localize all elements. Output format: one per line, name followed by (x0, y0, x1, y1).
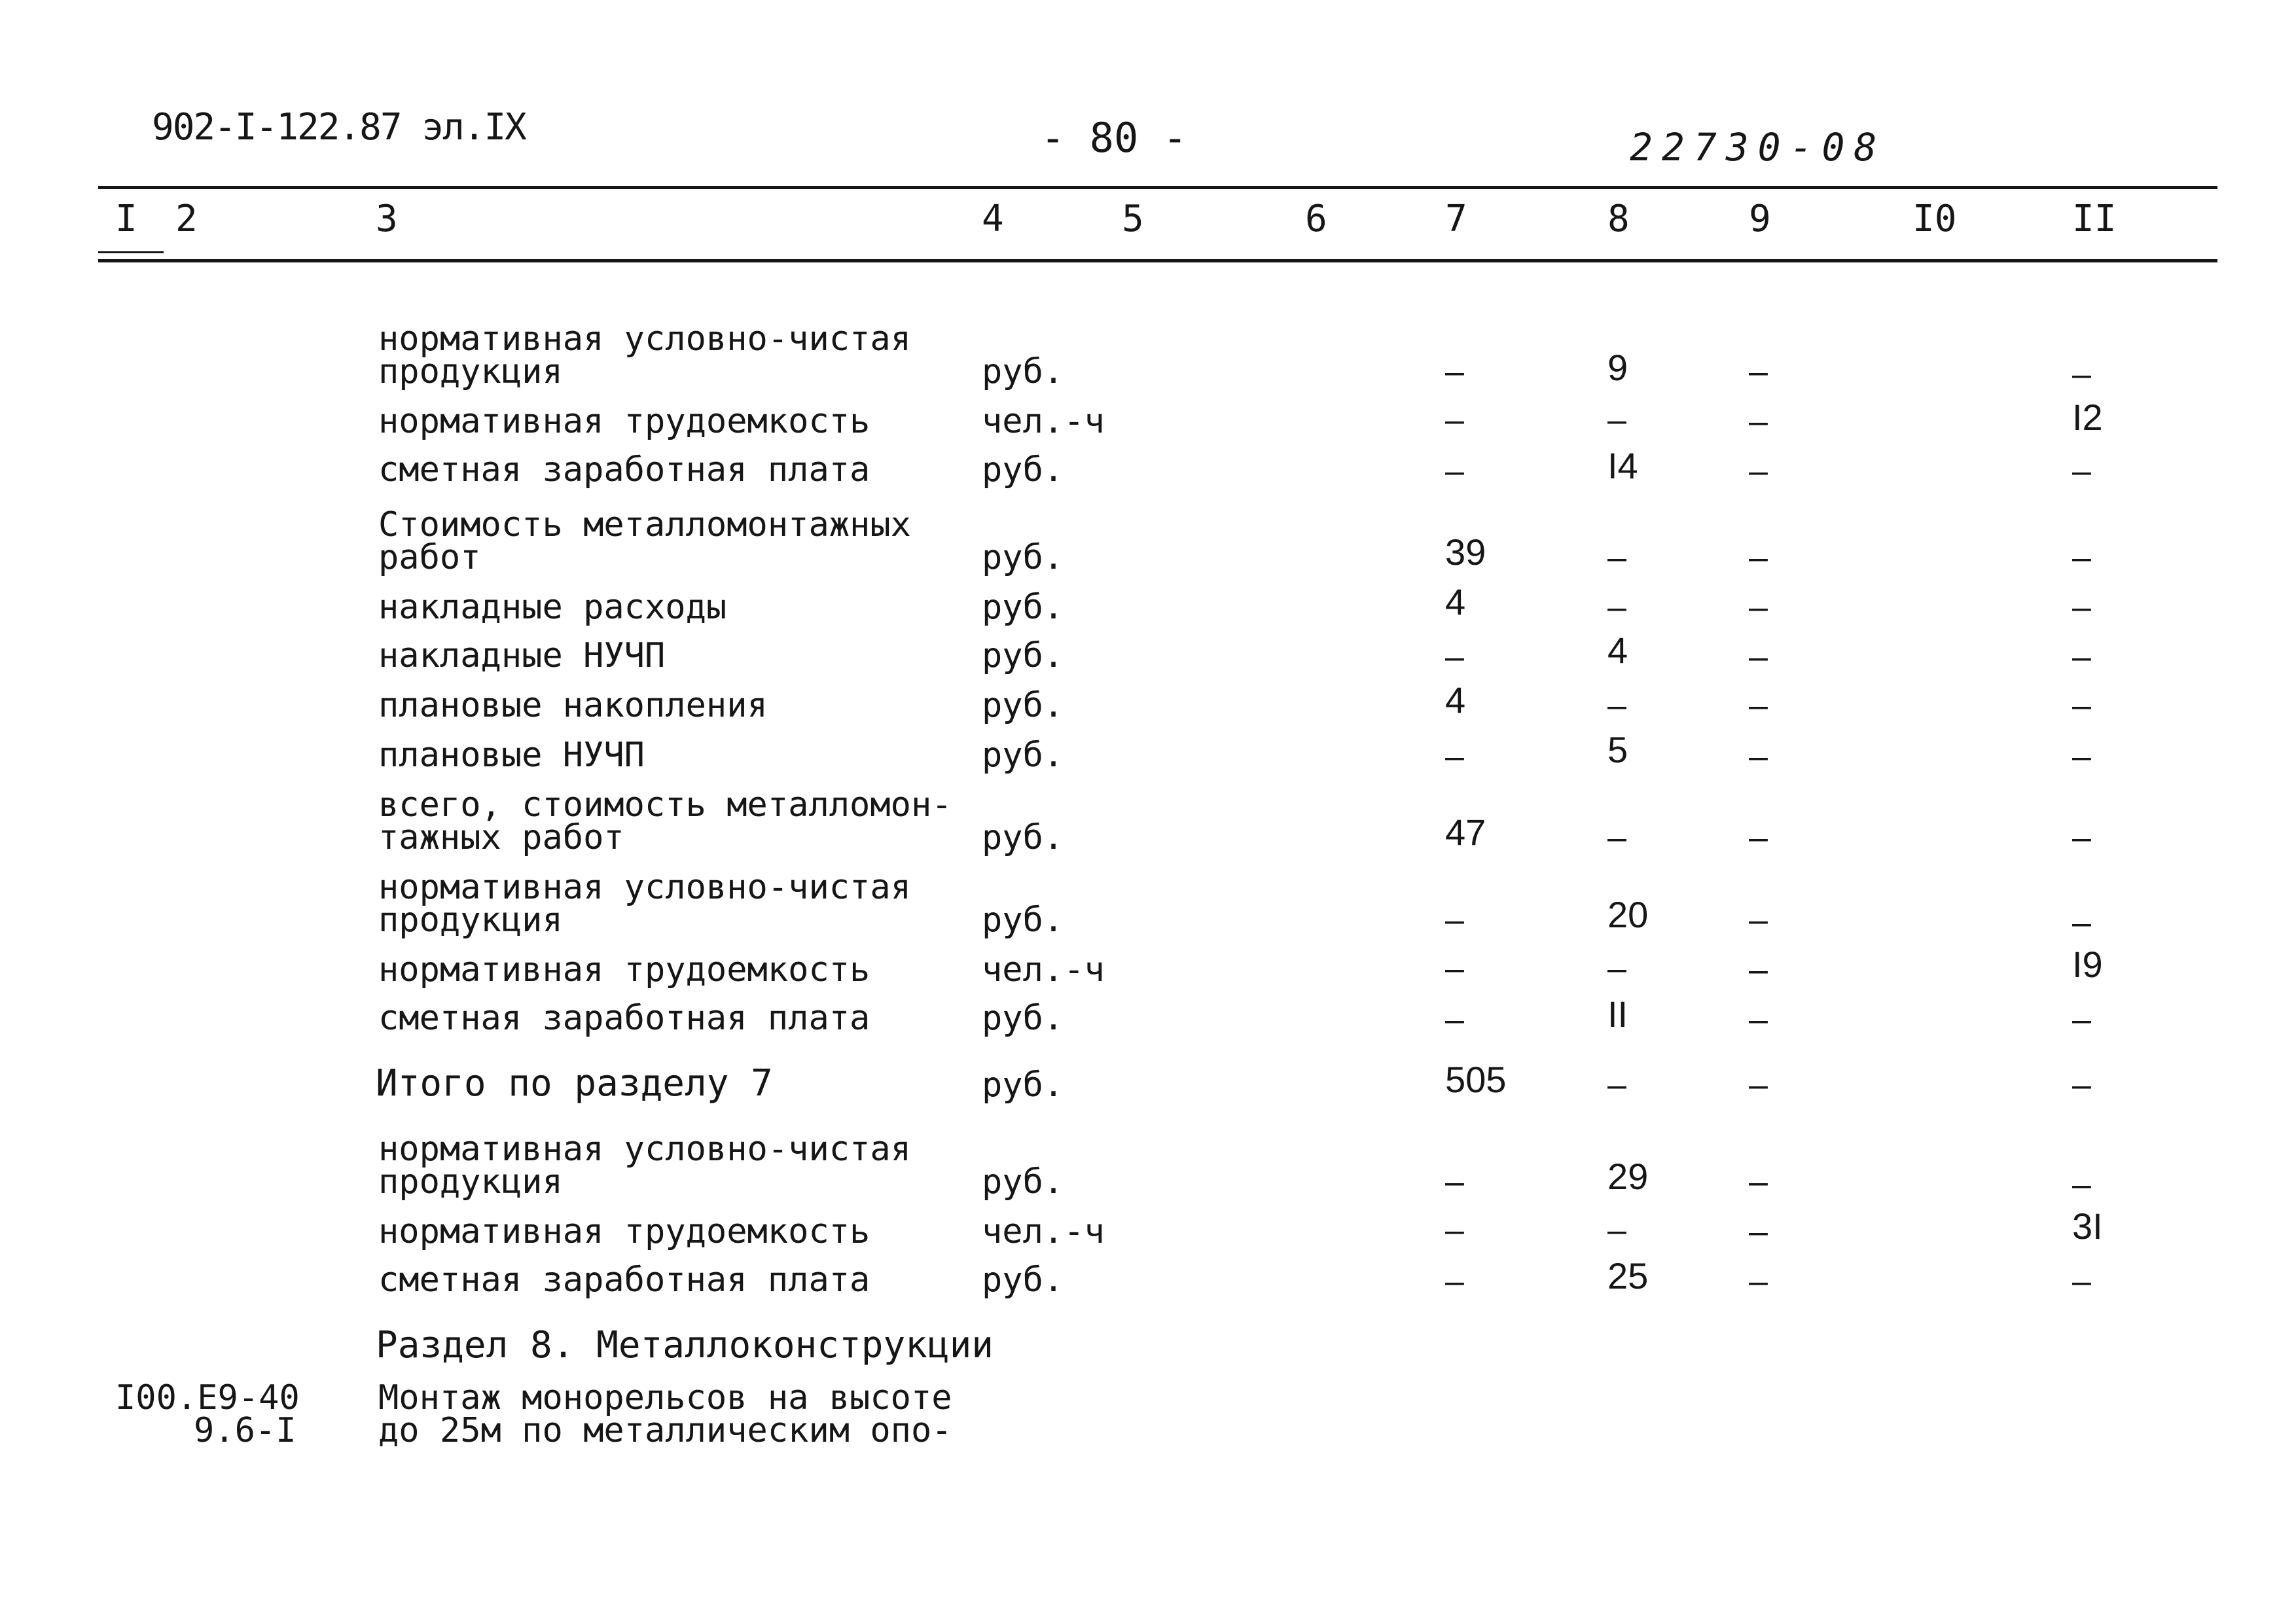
table-top-rule (98, 186, 2217, 189)
cell-col8: – (1607, 1211, 1626, 1249)
cell-col9: – (1749, 1213, 1768, 1251)
cell-col7: 39 (1445, 531, 1486, 573)
cell-col9: – (1749, 738, 1768, 776)
column-number-3: 3 (376, 198, 398, 240)
table-header-rule (98, 259, 2217, 262)
row-label: нормативная трудоемкость (378, 402, 870, 441)
cell-col9: – (1749, 452, 1768, 490)
cell-col11: – (2072, 904, 2091, 942)
row-unit: руб. (982, 818, 1064, 857)
cell-col9: – (1749, 353, 1768, 391)
cell-col8: – (1607, 401, 1626, 439)
row-label: плановые накопления (378, 686, 768, 725)
cell-col11: 3I (2072, 1205, 2103, 1247)
cell-col7: 47 (1445, 812, 1486, 853)
cell-col11: – (2072, 687, 2091, 724)
column-number-2: 2 (175, 198, 198, 240)
column-number-10: I0 (1912, 198, 1957, 240)
cell-col8: – (1607, 588, 1626, 626)
cell-col9: – (1749, 1001, 1768, 1039)
row-label: нормативная условно-чистая (378, 868, 911, 907)
row-label: нормативная трудоемкость (378, 1212, 870, 1251)
cell-col7: – (1445, 401, 1464, 439)
cell-col8: 4 (1607, 630, 1628, 671)
cell-col7: – (1445, 1163, 1464, 1201)
row-label: продукция (378, 1162, 563, 1202)
registration-number: 22730-08 (1630, 125, 1886, 169)
item-code-sub: 9.6-I (194, 1411, 296, 1450)
row-unit: руб. (982, 1065, 1064, 1105)
row-label: сметная заработная плата (378, 999, 870, 1038)
cell-col11: – (2072, 1262, 2091, 1300)
cell-col7: – (1445, 452, 1464, 490)
item-description: до 25м по металлическим опо- (378, 1411, 952, 1450)
page-number: - 80 - (1041, 114, 1187, 162)
cell-col9: – (1749, 539, 1768, 577)
row-label: работ (378, 538, 481, 577)
cell-col8: 25 (1607, 1255, 1649, 1296)
cell-col8: 20 (1607, 894, 1649, 935)
row-unit: руб. (982, 352, 1064, 391)
cell-col11: – (2072, 452, 2091, 490)
row-label: продукция (378, 901, 563, 940)
column-number-8: 8 (1607, 198, 1630, 240)
cell-col9: – (1749, 951, 1768, 989)
row-unit: руб. (982, 999, 1064, 1038)
row-unit: руб. (982, 636, 1064, 675)
cell-col8: – (1607, 539, 1626, 577)
cell-col9: – (1749, 901, 1768, 939)
cell-col9: – (1749, 819, 1768, 857)
cell-col8: II (1607, 993, 1628, 1035)
row-label: всего, стоимость металломон- (378, 785, 952, 825)
document-code: 902-I-122.87 эл.IX (152, 106, 526, 149)
cell-col11: – (2072, 355, 2091, 393)
cell-col11: – (2072, 638, 2091, 676)
cell-col8: 29 (1607, 1156, 1649, 1197)
cell-col8: – (1607, 950, 1626, 988)
row-unit: руб. (982, 1260, 1064, 1300)
section-title: Раздел 8. Металлоконструкции (376, 1324, 994, 1366)
cell-col7: – (1445, 1001, 1464, 1039)
cell-col9: – (1749, 1163, 1768, 1201)
cell-col8: – (1607, 1066, 1626, 1104)
cell-col9: – (1749, 638, 1768, 676)
cell-col9: – (1749, 588, 1768, 626)
row-label: нормативная трудоемкость (378, 950, 870, 990)
cell-col8: 5 (1607, 729, 1628, 770)
column-number-7: 7 (1445, 198, 1467, 240)
cell-col11: – (2072, 1166, 2091, 1204)
item-description: Монтаж монорельсов на высоте (378, 1378, 952, 1418)
cell-col8: I4 (1607, 445, 1638, 486)
cell-col11: – (2072, 588, 2091, 626)
row-label: Стоимость металломонтажных (378, 505, 911, 544)
cell-col11: I9 (2072, 944, 2103, 985)
row-unit: руб. (982, 538, 1064, 577)
cell-col9: – (1749, 402, 1768, 440)
cell-col11: – (2072, 738, 2091, 776)
cell-col7: – (1445, 638, 1464, 676)
column-number-5: 5 (1122, 198, 1144, 240)
section-total-label: Итого по разделу 7 (376, 1062, 773, 1105)
cell-col11: – (2072, 539, 2091, 577)
cell-col8: 9 (1607, 347, 1628, 388)
row-label: нормативная условно-чистая (378, 319, 911, 359)
column-number-4: 4 (982, 198, 1004, 240)
cell-col7: – (1445, 901, 1464, 939)
column-number-11: II (2072, 198, 2117, 240)
row-unit: руб. (982, 686, 1064, 725)
column-number-6: 6 (1305, 198, 1327, 240)
row-unit: руб. (982, 588, 1064, 627)
row-unit: руб. (982, 450, 1064, 490)
cell-col7: – (1445, 1211, 1464, 1249)
cell-col7: – (1445, 738, 1464, 776)
cell-col7: 505 (1445, 1059, 1507, 1100)
row-label: нормативная условно-чистая (378, 1130, 911, 1169)
cell-col9: – (1749, 1262, 1768, 1300)
row-label: тажных работ (378, 818, 624, 857)
cell-col7: – (1445, 1262, 1464, 1300)
column-number-1: I (115, 198, 137, 240)
cell-col9: – (1749, 687, 1768, 724)
cell-col11: – (2072, 819, 2091, 857)
row-unit: чел.-ч (982, 402, 1105, 441)
cell-col11: – (2072, 1001, 2091, 1039)
cell-col8: – (1607, 687, 1626, 724)
cell-col11: – (2072, 1066, 2091, 1104)
row-unit: руб. (982, 901, 1064, 940)
cell-col7: 4 (1445, 679, 1466, 721)
cell-col9: – (1749, 1066, 1768, 1104)
column-number-9: 9 (1749, 198, 1771, 240)
row-label: сметная заработная плата (378, 450, 870, 490)
cell-col7: – (1445, 950, 1464, 988)
cell-col8: – (1607, 819, 1626, 857)
row-label: продукция (378, 352, 563, 391)
table-short-rule (98, 251, 164, 253)
row-unit: чел.-ч (982, 1212, 1105, 1251)
row-unit: руб. (982, 1162, 1064, 1202)
row-label: накладные расходы (378, 588, 727, 627)
row-label: накладные НУЧП (378, 636, 666, 675)
cell-col7: – (1445, 353, 1464, 391)
row-unit: чел.-ч (982, 950, 1105, 990)
cell-col7: 4 (1445, 581, 1466, 622)
cell-col11: I2 (2072, 397, 2103, 438)
row-label: сметная заработная плата (378, 1260, 870, 1300)
row-label: плановые НУЧП (378, 736, 645, 775)
row-unit: руб. (982, 736, 1064, 775)
item-code: I00.E9-40 (115, 1378, 300, 1418)
